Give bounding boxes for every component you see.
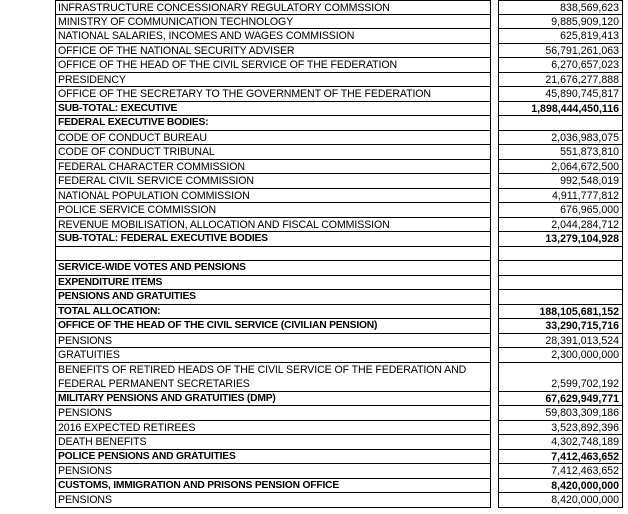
row-amount: 67,629,949,771 — [545, 392, 619, 405]
table-row — [0, 232, 628, 247]
margin-cell — [0, 218, 55, 233]
table-row — [0, 305, 628, 320]
margin-cell — [0, 58, 55, 73]
description-cell — [55, 87, 491, 102]
amount-cell — [498, 363, 623, 392]
description-cell — [55, 29, 491, 44]
table-row — [0, 493, 628, 508]
row-label: SERVICE-WIDE VOTES AND PENSIONS — [58, 262, 246, 273]
margin-cell — [0, 131, 55, 146]
amount-cell — [498, 348, 623, 363]
description-cell — [55, 348, 491, 363]
table-row — [0, 247, 628, 262]
spacer-cell — [491, 450, 498, 465]
spacer-cell — [491, 218, 498, 233]
margin-cell — [0, 261, 55, 276]
row-label: BENEFITS OF RETIRED HEADS OF THE CIVIL SERVICE OF THE FEDERATION AND FEDERAL PERMANENT SECRETARIES — [58, 363, 467, 390]
table-row — [0, 15, 628, 30]
table-row — [0, 479, 628, 494]
description-cell — [55, 406, 491, 421]
margin-cell — [0, 145, 55, 160]
row-label: TOTAL ALLOCATION: — [58, 305, 161, 317]
amount-cell — [498, 145, 623, 160]
margin-cell — [0, 276, 55, 291]
row-label: OFFICE OF THE NATIONAL SECURITY ADVISER — [58, 44, 295, 57]
spacer-cell — [491, 319, 498, 334]
description-cell — [55, 421, 491, 436]
table-row — [0, 0, 628, 15]
row-label: GRATUITIES — [58, 349, 120, 361]
spacer-cell — [491, 247, 498, 262]
table-row — [0, 334, 628, 349]
description-cell — [55, 479, 491, 494]
margin-cell — [0, 319, 55, 334]
margin-cell — [0, 450, 55, 465]
description-cell — [55, 58, 491, 73]
spacer-cell — [491, 102, 498, 117]
margin-cell — [0, 479, 55, 494]
amount-cell — [498, 58, 623, 73]
table-row — [0, 392, 628, 407]
amount-cell — [498, 218, 623, 233]
row-label: POLICE SERVICE COMMISSION — [58, 204, 217, 216]
amount-cell — [498, 131, 623, 146]
row-amount: 9,885,909,120 — [551, 15, 619, 28]
amount-cell — [498, 406, 623, 421]
description-cell — [55, 160, 491, 175]
description-cell — [55, 276, 491, 291]
amount-cell — [498, 493, 623, 508]
row-amount: 45,890,745,817 — [545, 88, 619, 100]
amount-cell — [498, 102, 623, 117]
row-amount: 2,599,702,192 — [551, 377, 619, 390]
description-cell — [55, 290, 491, 305]
margin-cell — [0, 334, 55, 349]
table-row — [0, 218, 628, 233]
row-amount: 188,105,681,152 — [539, 305, 619, 318]
table-row — [0, 348, 628, 363]
table-row — [0, 435, 628, 450]
row-label: PENSIONS — [58, 334, 112, 347]
margin-cell — [0, 464, 55, 479]
amount-cell — [498, 174, 623, 189]
row-amount: 13,279,104,928 — [545, 233, 619, 245]
row-label: OFFICE OF THE HEAD OF THE CIVIL SERVICE (CIVILIAN PENSION) — [58, 320, 378, 331]
row-amount: 625,819,413 — [560, 30, 619, 42]
spacer-cell — [491, 479, 498, 494]
spacer-cell — [491, 73, 498, 88]
description-cell — [55, 189, 491, 204]
table-row — [0, 145, 628, 160]
spacer-cell — [491, 406, 498, 421]
amount-cell — [498, 276, 623, 291]
table-row — [0, 174, 628, 189]
margin-cell — [0, 493, 55, 508]
row-label: SUB-TOTAL: EXECUTIVE — [58, 102, 178, 114]
table-row — [0, 58, 628, 73]
margin-cell — [0, 348, 55, 363]
table-row — [0, 131, 628, 146]
spacer-cell — [491, 203, 498, 218]
row-label: DEATH BENEFITS — [58, 436, 147, 448]
spacer-cell — [491, 131, 498, 146]
amount-cell — [498, 435, 623, 450]
spacer-cell — [491, 0, 498, 15]
row-label: OFFICE OF THE HEAD OF THE CIVIL SERVICE OF THE FEDERATION — [58, 59, 398, 71]
row-amount: 2,064,672,500 — [551, 160, 619, 173]
margin-cell — [0, 0, 55, 15]
amount-cell — [498, 15, 623, 30]
amount-cell — [498, 44, 623, 59]
description-cell — [55, 73, 491, 88]
amount-cell — [498, 464, 623, 479]
margin-cell — [0, 363, 55, 392]
margin-cell — [0, 73, 55, 88]
spacer-cell — [491, 348, 498, 363]
row-label: NATIONAL POPULATION COMMISSION — [58, 189, 250, 202]
margin-cell — [0, 203, 55, 218]
row-label: PENSIONS — [58, 494, 112, 506]
table-row — [0, 29, 628, 44]
table-row — [0, 261, 628, 276]
row-label: MILITARY PENSIONS AND GRATUITIES (DMP) — [58, 392, 276, 404]
description-cell — [55, 232, 491, 247]
amount-cell — [498, 203, 623, 218]
row-label: MINISTRY OF COMMUNICATION TECHNOLOGY — [58, 15, 294, 28]
description-cell — [55, 145, 491, 160]
spacer-cell — [491, 58, 498, 73]
row-amount: 2,036,983,075 — [551, 131, 619, 144]
amount-cell — [498, 73, 623, 88]
spacer-cell — [491, 464, 498, 479]
margin-cell — [0, 435, 55, 450]
spacer-cell — [491, 334, 498, 349]
spacer-cell — [491, 276, 498, 291]
amount-cell — [498, 290, 623, 305]
description-cell — [55, 203, 491, 218]
row-amount: 28,391,013,524 — [545, 334, 619, 347]
spacer-cell — [491, 305, 498, 320]
margin-cell — [0, 406, 55, 421]
spacer-cell — [491, 15, 498, 30]
margin-cell — [0, 15, 55, 30]
table-row — [0, 203, 628, 218]
description-cell — [55, 15, 491, 30]
row-amount: 59,803,309,186 — [545, 407, 619, 419]
table-row — [0, 319, 628, 334]
description-cell — [55, 247, 491, 262]
spacer-cell — [491, 160, 498, 175]
description-cell — [55, 305, 491, 320]
table-row — [0, 450, 628, 465]
description-cell — [55, 334, 491, 349]
row-label: PENSIONS — [58, 465, 112, 477]
amount-cell — [498, 116, 623, 131]
row-label: CODE OF CONDUCT BUREAU — [58, 131, 207, 144]
table-row — [0, 160, 628, 175]
table-row — [0, 406, 628, 421]
table-row — [0, 73, 628, 88]
row-amount: 4,302,748,189 — [551, 436, 619, 448]
margin-cell — [0, 421, 55, 436]
description-cell — [55, 116, 491, 131]
row-amount: 7,412,463,652 — [551, 450, 619, 463]
row-label: FEDERAL CHARACTER COMMISSION — [58, 160, 245, 173]
row-label: PENSIONS AND GRATUITIES — [58, 291, 196, 302]
row-amount: 4,911,777,812 — [552, 189, 619, 202]
description-cell — [55, 174, 491, 189]
description-cell — [55, 392, 491, 407]
spacer-cell — [491, 290, 498, 305]
table-row — [0, 290, 628, 305]
margin-cell — [0, 160, 55, 175]
row-amount: 676,965,000 — [560, 204, 619, 216]
amount-cell — [498, 29, 623, 44]
amount-cell — [498, 392, 623, 407]
row-label: PRESIDENCY — [58, 73, 126, 86]
description-cell — [55, 435, 491, 450]
description-cell — [55, 493, 491, 508]
margin-cell — [0, 29, 55, 44]
row-label: FEDERAL CIVIL SERVICE COMMISSION — [58, 175, 254, 187]
row-label: CUSTOMS, IMMIGRATION AND PRISONS PENSION OFFICE — [58, 479, 340, 491]
table-row — [0, 276, 628, 291]
row-label: OFFICE OF THE SECRETARY TO THE GOVERNMENT OF THE FEDERATION — [58, 88, 431, 100]
spacer-cell — [491, 189, 498, 204]
spacer-cell — [491, 435, 498, 450]
table-row — [0, 44, 628, 59]
margin-cell — [0, 102, 55, 117]
amount-cell — [498, 0, 623, 15]
table-row — [0, 464, 628, 479]
table-row — [0, 363, 628, 392]
row-amount: 21,676,277,888 — [545, 73, 619, 86]
margin-cell — [0, 232, 55, 247]
amount-cell — [498, 160, 623, 175]
table-row — [0, 102, 628, 117]
spacer-cell — [491, 232, 498, 247]
amount-cell — [498, 421, 623, 436]
margin-cell — [0, 392, 55, 407]
table-row — [0, 189, 628, 204]
description-cell — [55, 131, 491, 146]
row-amount: 992,548,019 — [560, 175, 619, 187]
description-cell — [55, 464, 491, 479]
spacer-cell — [491, 116, 498, 131]
row-label: EXPENDITURE ITEMS — [58, 276, 163, 288]
description-cell — [55, 44, 491, 59]
row-amount: 7,412,463,652 — [551, 465, 619, 477]
table-row — [0, 87, 628, 102]
margin-cell — [0, 290, 55, 305]
amount-cell — [498, 305, 623, 320]
spacer-cell — [491, 261, 498, 276]
row-label: SUB-TOTAL: FEDERAL EXECUTIVE BODIES — [58, 233, 268, 244]
row-label: INFRASTRUCTURE CONCESSIONARY REGULATORY COMMSSION — [58, 2, 390, 14]
row-label: REVENUE MOBILISATION, ALLOCATION AND FISCAL COMMISSION — [58, 218, 390, 231]
margin-cell — [0, 174, 55, 189]
margin-cell — [0, 116, 55, 131]
description-cell — [55, 319, 491, 334]
row-label: PENSIONS — [58, 407, 112, 419]
row-amount: 2,044,284,712 — [551, 218, 619, 231]
row-amount: 8,420,000,000 — [551, 494, 619, 506]
amount-cell — [498, 334, 623, 349]
amount-cell — [498, 479, 623, 494]
amount-cell — [498, 232, 623, 247]
spacer-cell — [491, 44, 498, 59]
margin-cell — [0, 247, 55, 262]
spacer-cell — [491, 392, 498, 407]
row-amount: 1,898,444,450,116 — [531, 102, 619, 115]
description-cell — [55, 0, 491, 15]
description-cell — [55, 363, 491, 392]
amount-cell — [498, 247, 623, 262]
table-row — [0, 421, 628, 436]
margin-cell — [0, 87, 55, 102]
row-label: FEDERAL EXECUTIVE BODIES: — [58, 117, 209, 128]
spacer-cell — [491, 363, 498, 392]
table-row — [0, 116, 628, 131]
row-amount: 551,873,810 — [560, 146, 619, 158]
row-amount: 838,569,623 — [560, 2, 619, 14]
row-amount: 3,523,892,396 — [551, 421, 619, 434]
row-label: 2016 EXPECTED RETIREES — [58, 421, 196, 434]
row-amount: 33,290,715,716 — [545, 320, 619, 332]
margin-cell — [0, 189, 55, 204]
spacer-cell — [491, 493, 498, 508]
description-cell — [55, 450, 491, 465]
row-amount: 56,791,261,063 — [545, 44, 619, 57]
spacer-cell — [491, 421, 498, 436]
amount-cell — [498, 261, 623, 276]
spacer-cell — [491, 174, 498, 189]
description-cell — [55, 218, 491, 233]
spacer-cell — [491, 145, 498, 160]
row-label: CODE OF CONDUCT TRIBUNAL — [58, 146, 215, 158]
margin-cell — [0, 305, 55, 320]
spacer-cell — [491, 87, 498, 102]
amount-cell — [498, 189, 623, 204]
description-cell — [55, 261, 491, 276]
margin-cell — [0, 44, 55, 59]
row-label: POLICE PENSIONS AND GRATUITIES — [58, 450, 236, 462]
row-amount: 8,420,000,000 — [551, 479, 619, 492]
row-amount: 2,300,000,000 — [551, 349, 619, 361]
amount-cell — [498, 319, 623, 334]
amount-cell — [498, 450, 623, 465]
row-amount: 6,270,657,023 — [551, 59, 619, 71]
spacer-cell — [491, 29, 498, 44]
description-cell — [55, 102, 491, 117]
row-label: NATIONAL SALARIES, INCOMES AND WAGES COMMISSION — [58, 30, 355, 42]
amount-cell — [498, 87, 623, 102]
